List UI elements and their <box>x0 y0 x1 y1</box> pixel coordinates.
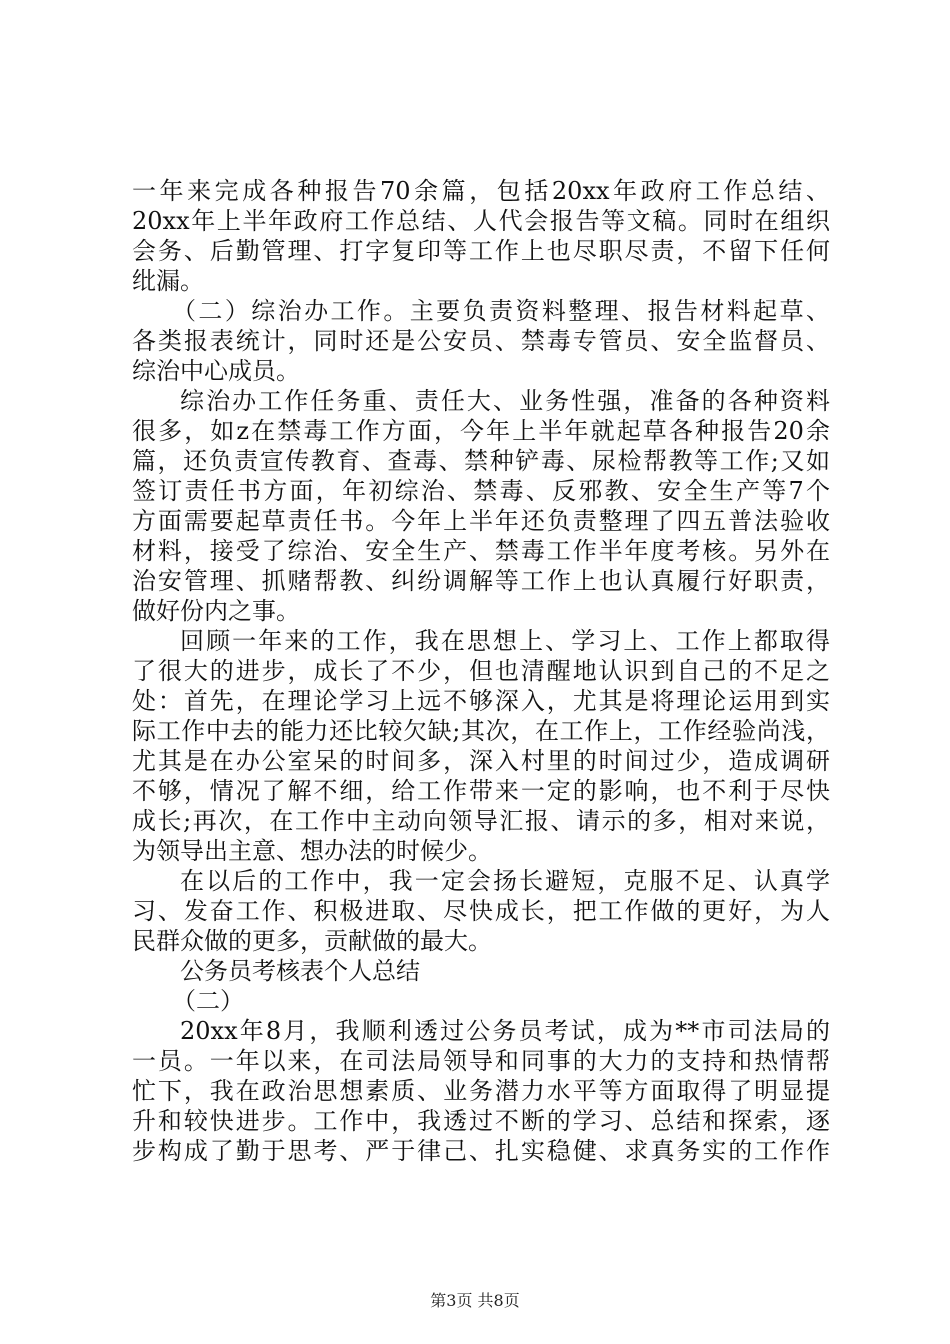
text-line: 习、发奋工作、积极进取、尽快成长，把工作做的更好，为人 <box>132 897 830 925</box>
text-line: 忙下，我在政治思想素质、业务潜力水平等方面取得了明显提 <box>132 1077 830 1105</box>
text-line: 回顾一年来的工作，我在思想上、学习上、工作上都取得 <box>180 627 830 655</box>
text-line: 会务、后勤管理、打字复印等工作上也尽职尽责，不留下任何 <box>132 237 830 265</box>
text-line: 步构成了勤于思考、严于律己、扎实稳健、求真务实的工作作 <box>132 1137 830 1165</box>
text-line: 民群众做的更多，贡献做的最大。 <box>132 927 492 955</box>
text-line: 不够，情况了解不细，给工作带来一定的影响，也不利于尽快 <box>132 777 830 805</box>
text-line: 篇，还负责宣传教育、查毒、禁种铲毒、尿检帮教等工作;又如 <box>132 447 830 475</box>
text-line: 材料，接受了综治、安全生产、禁毒工作半年度考核。另外在 <box>132 537 830 565</box>
text-line: 20xx年8月，我顺利透过公务员考试，成为**市司法局的 <box>180 1017 830 1045</box>
text-line: 一员。一年以来，在司法局领导和同事的大力的支持和热情帮 <box>132 1047 830 1075</box>
text-line: 在以后的工作中，我一定会扬长避短，克服不足、认真学 <box>180 867 830 895</box>
text-line: 公务员考核表个人总结 <box>180 957 420 985</box>
text-line: （二） <box>172 987 244 1015</box>
text-line: （二）综治办工作。主要负责资料整理、报告材料起草、 <box>172 297 830 325</box>
text-line: 处：首先，在理论学习上远不够深入，尤其是将理论运用到实 <box>132 687 830 715</box>
document-body <box>132 176 830 1166</box>
text-line: 方面需要起草责任书。今年上半年还负责整理了四五普法验收 <box>132 507 830 535</box>
text-line: 很多，如z在禁毒工作方面，今年上半年就起草各种报告20余 <box>132 417 830 445</box>
text-line: 成长;再次，在工作中主动向领导汇报、请示的多，相对来说， <box>132 807 830 835</box>
text-line: 治安管理、抓赌帮教、纠纷调解等工作上也认真履行好职责， <box>132 567 830 595</box>
text-line: 了很大的进步，成长了不少，但也清醒地认识到自己的不足之 <box>132 657 830 685</box>
text-line: 为领导出主意、想办法的时候少。 <box>132 837 492 865</box>
text-line: 际工作中去的能力还比较欠缺;其次，在工作上，工作经验尚浅， <box>132 717 830 745</box>
text-line: 签订责任书方面，年初综治、禁毒、反邪教、安全生产等7个 <box>132 477 830 505</box>
text-line: 一年来完成各种报告70余篇，包括20xx年政府工作总结、 <box>132 177 830 205</box>
text-line: 综治办工作任务重、责任大、业务性强，准备的各种资料 <box>180 387 830 415</box>
text-line: 综治中心成员。 <box>132 357 300 385</box>
text-line: 尤其是在办公室呆的时间多，深入村里的时间过少，造成调研 <box>132 747 830 775</box>
text-line: 各类报表统计，同时还是公安员、禁毒专管员、安全监督员、 <box>132 327 830 355</box>
page-number-footer: 第3页 共8页 <box>430 1291 520 1310</box>
text-line: 升和较快进步。工作中，我透过不断的学习、总结和探索，逐 <box>132 1107 830 1135</box>
text-line: 20xx年上半年政府工作总结、人代会报告等文稿。同时在组织 <box>132 207 830 235</box>
text-line: 纰漏。 <box>132 267 204 295</box>
text-line: 做好份内之事。 <box>132 597 300 625</box>
